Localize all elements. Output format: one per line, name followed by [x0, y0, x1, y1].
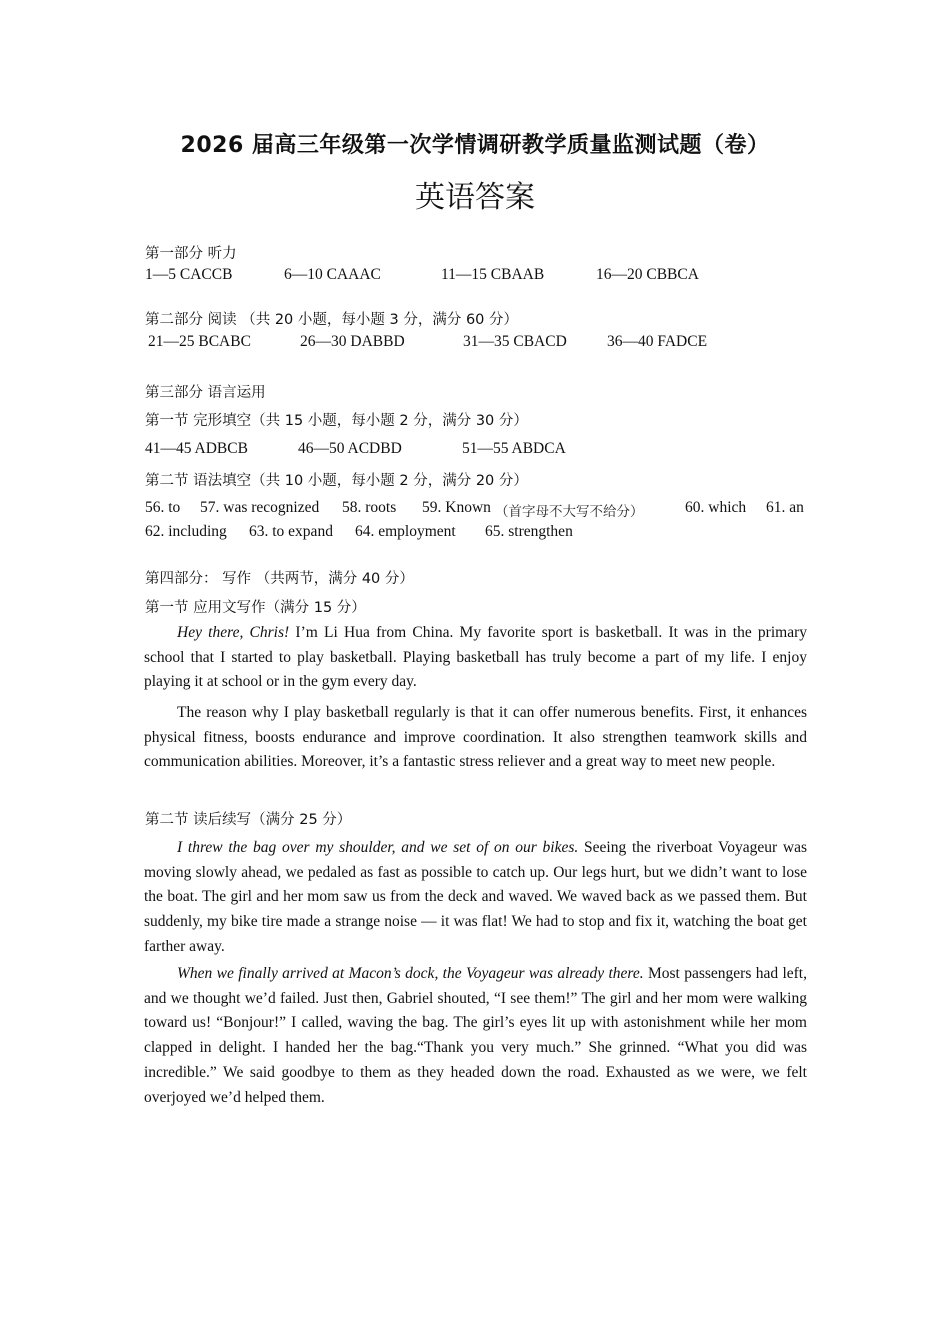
given-first-sentence: When we finally arrived at Macon’s dock, the Voyageur was already there.	[177, 965, 644, 982]
given-first-sentence: I threw the bag over my shoulder, and we set of on our bikes.	[177, 839, 579, 856]
answer-group: 16—20 CBBCA	[596, 266, 699, 283]
answer-group: 6—10 CAAAC	[284, 266, 381, 283]
answer-group: 36—40 FADCE	[607, 333, 708, 350]
part2-heading: 第二部分 阅读 （共 20 小题，每小题 3 分，满分 60 分）	[145, 312, 518, 328]
continuation-writing-heading: 第二节 读后续写（满分 25 分）	[145, 812, 352, 828]
grammar-answer: 65. strengthen	[485, 523, 573, 540]
answer-group: 46—50 ACDBD	[298, 440, 402, 457]
grammar-answer: 60. which	[685, 499, 747, 516]
part4-heading: 第四部分： 写作 （共两节，满分 40 分）	[145, 571, 414, 587]
essay-text: I’m Li Hua from China. My favorite sport is basketball. It was in the primary school that I started to play basketball. Playing basketball has truly become a part of my life. I enjoy playing it at school or in the gym every day.	[144, 624, 807, 691]
cloze-heading: 第一节 完形填空（共 15 小题，每小题 2 分，满分 30 分）	[145, 413, 528, 429]
grammar-answer: 62. including	[145, 523, 227, 540]
answer-group: 51—55 ABDCA	[462, 440, 566, 457]
practical-writing-heading: 第一节 应用文写作（满分 15 分）	[145, 600, 366, 616]
essay-opening: Hey there, Chris!	[177, 624, 290, 641]
answer-group: 31—35 CBACD	[463, 333, 567, 350]
grammar-answer: 63. to expand	[249, 523, 333, 540]
grammar-answer: 64. employment	[355, 523, 456, 540]
continuation-paragraph-2	[144, 962, 807, 1110]
grammar-answer: 61. an	[766, 499, 804, 516]
practical-essay-paragraph-1	[144, 621, 807, 695]
part1-heading: 第一部分 听力	[145, 246, 237, 262]
answer-group: 21—25 BCABC	[148, 333, 251, 350]
answer-group: 41—45 ADBCB	[145, 440, 248, 457]
practical-essay-paragraph-2: The reason why I play basketball regularly is that it can offer numerous benefits. First, it enhances physical fitness, boosts endurance and improve coordination. It also strengthen teamwork skills and communication abilities. Moreover, it’s a fantastic stress reliever and a great way to meet new people.	[144, 704, 807, 771]
essay-text: Seeing the riverboat Voyageur was moving slowly ahead, we pedaled as fast as possible to catch up. Our legs hurt, but we didn’t want to lose the boat. The girl and her mom saw us from the deck and waved. We waved back as we passed them. But suddenly, my bike tire made a strange noise — it was flat! We had to stop and fix it, watching the boat get farther away.	[144, 839, 807, 955]
page-title: 2026 届高三年级第一次学情调研教学质量监测试题（卷）	[180, 133, 770, 158]
part3-heading: 第三部分 语言运用	[145, 385, 266, 401]
grammar-answer: 56. to	[145, 499, 181, 516]
answer-group: 11—15 CBAAB	[441, 266, 545, 283]
continuation-paragraph-1	[144, 836, 807, 960]
grammar-heading: 第二节 语法填空（共 10 小题，每小题 2 分，满分 20 分）	[145, 473, 528, 489]
grammar-answer: 58. roots	[342, 499, 397, 516]
grammar-note: （首字母不大写不给分）	[495, 504, 644, 520]
answer-group: 26—30 DABBD	[300, 333, 405, 350]
page-subtitle: 英语答案	[415, 180, 535, 215]
grammar-answer: 57. was recognized	[200, 499, 320, 516]
essay-text: Most passengers had left, and we thought we’d failed. Just then, Gabriel shouted, “I see them!” The girl and her mom were walking toward us! “Bonjour!” I called, waving the bag. The girl’s eyes lit up with astonishment while her mom clapped in delight. I handed her the bag.“Thank you very much.” She grinned. “What you did was incredible.” We said goodbye to them as they headed down the road. Exhausted as we were, we felt overjoyed we’d helped them.	[144, 965, 807, 1106]
answer-group: 1—5 CACCB	[145, 266, 233, 283]
grammar-answer: 59. Known	[422, 499, 491, 516]
